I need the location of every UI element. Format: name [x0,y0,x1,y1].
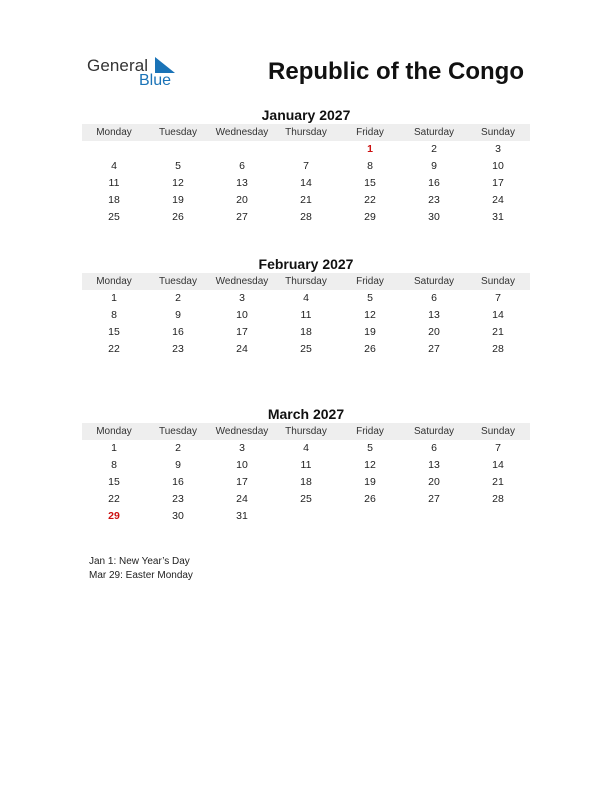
day-cell: 30 [172,510,184,522]
day-cell: 2 [431,143,437,155]
day-cell: 24 [236,493,248,505]
week-row [82,290,530,307]
day-cell: 7 [303,160,309,172]
day-cell: 9 [175,459,181,471]
day-cell: 31 [236,510,248,522]
day-cell: 13 [236,177,248,189]
weekday-label: Wednesday [215,276,269,287]
day-cell: 12 [172,177,184,189]
empty-day-cell [402,508,466,525]
week-row [82,508,530,525]
day-cell: 20 [428,326,440,338]
day-cell: 10 [236,309,248,321]
empty-day-cell [274,508,338,525]
day-cell: 17 [492,177,504,189]
weekday-label: Friday [356,426,384,437]
day-cell: 21 [492,326,504,338]
empty-day-cell [338,508,402,525]
holiday-note: Jan 1: New Year’s Day [89,556,190,567]
weekday-label: Friday [356,276,384,287]
weeks-grid [82,440,530,525]
empty-day-cell [274,141,338,158]
month-title: March 2027 [267,406,345,422]
month-march [82,406,530,525]
day-cell: 14 [492,309,504,321]
logo-triangle-icon [155,57,175,73]
day-cell: 2 [175,292,181,304]
day-cell: 14 [492,459,504,471]
day-cell: 20 [428,476,440,488]
month-title: January 2027 [261,107,351,123]
week-row [82,457,530,474]
weekday-header [82,423,530,440]
holiday-notes [89,555,193,583]
weekday-label: Monday [96,276,132,287]
day-cell: 9 [431,160,437,172]
day-cell: 25 [300,493,312,505]
day-cell: 28 [492,493,504,505]
weekday-header [82,124,530,141]
day-cell: 3 [239,442,245,454]
weekday-label: Wednesday [215,426,269,437]
weekday-label: Sunday [481,276,515,287]
day-cell: 23 [172,343,184,355]
day-cell: 25 [300,343,312,355]
weekday-label: Friday [356,127,384,138]
day-cell: 16 [172,326,184,338]
day-cell: 24 [492,194,504,206]
day-cell: 19 [364,476,376,488]
day-cell: 5 [175,160,181,172]
weekday-label: Sunday [481,426,515,437]
week-row [82,175,530,192]
page-title: Republic of the Congo [268,58,524,85]
day-cell: 16 [428,177,440,189]
weeks-grid [82,290,530,358]
weekday-label: Tuesday [159,276,197,287]
weekday-label: Thursday [285,127,327,138]
week-row [82,474,530,491]
week-row [82,192,530,209]
weekday-label: Sunday [481,127,515,138]
weekday-header [82,273,530,290]
day-cell: 3 [495,143,501,155]
day-cell: 29 [364,211,376,223]
day-cell: 4 [303,292,309,304]
day-cell: 21 [300,194,312,206]
empty-day-cell [210,141,274,158]
day-cell: 4 [303,442,309,454]
day-cell: 26 [172,211,184,223]
day-cell: 11 [300,459,312,471]
day-cell: 27 [428,493,440,505]
weekday-label: Monday [96,127,132,138]
day-cell: 17 [236,326,248,338]
day-cell: 2 [175,442,181,454]
day-cell: 16 [172,476,184,488]
day-cell: 13 [428,309,440,321]
logo-text-blue: Blue [139,72,172,89]
day-cell: 14 [300,177,312,189]
holiday-day-cell: 1 [367,143,373,155]
day-cell: 6 [431,292,437,304]
day-cell: 28 [300,211,312,223]
weeks-grid [82,141,530,226]
weekday-label: Saturday [413,276,455,287]
day-cell: 30 [428,211,440,223]
empty-day-cell [466,508,530,525]
weekday-label: Thursday [285,426,327,437]
day-cell: 24 [236,343,248,355]
day-cell: 12 [364,309,376,321]
day-cell: 28 [492,343,504,355]
day-cell: 19 [364,326,376,338]
day-cell: 6 [431,442,437,454]
month-january [82,107,530,226]
day-cell: 26 [364,343,376,355]
day-cell: 22 [108,343,120,355]
day-cell: 10 [492,160,504,172]
day-cell: 10 [236,459,248,471]
week-row [82,141,530,158]
empty-day-cell [82,141,146,158]
day-cell: 8 [111,459,117,471]
day-cell: 25 [108,211,120,223]
day-cell: 4 [111,160,117,172]
logo-text-general: General [87,56,149,75]
empty-day-cell [146,141,210,158]
weekday-label: Tuesday [159,426,197,437]
weekday-label: Saturday [413,426,455,437]
day-cell: 18 [300,326,312,338]
day-cell: 9 [175,309,181,321]
day-cell: 31 [492,211,504,223]
month-title: February 2027 [258,256,354,272]
month-february [82,256,530,358]
day-cell: 17 [236,476,248,488]
week-row [82,341,530,358]
day-cell: 15 [108,326,120,338]
week-row [82,440,530,457]
day-cell: 19 [172,194,184,206]
day-cell: 22 [108,493,120,505]
day-cell: 7 [495,442,501,454]
day-cell: 6 [239,160,245,172]
day-cell: 18 [300,476,312,488]
day-cell: 20 [236,194,248,206]
day-cell: 11 [300,309,312,321]
week-row [82,491,530,508]
day-cell: 5 [367,442,373,454]
day-cell: 22 [364,194,376,206]
weekday-label: Monday [96,426,132,437]
generalblue-logo [87,56,187,92]
day-cell: 5 [367,292,373,304]
day-cell: 18 [108,194,120,206]
day-cell: 8 [367,160,373,172]
day-cell: 26 [364,493,376,505]
day-cell: 7 [495,292,501,304]
day-cell: 21 [492,476,504,488]
day-cell: 15 [364,177,376,189]
holiday-day-cell: 29 [108,510,120,522]
day-cell: 1 [111,442,117,454]
day-cell: 23 [172,493,184,505]
holiday-note: Mar 29: Easter Monday [89,570,193,581]
week-row [82,209,530,226]
day-cell: 8 [111,309,117,321]
week-row [82,307,530,324]
day-cell: 13 [428,459,440,471]
weekday-label: Wednesday [215,127,269,138]
week-row [82,324,530,341]
day-cell: 27 [236,211,248,223]
week-row [82,158,530,175]
weekday-label: Saturday [413,127,455,138]
day-cell: 11 [108,177,120,189]
day-cell: 12 [364,459,376,471]
day-cell: 1 [111,292,117,304]
day-cell: 3 [239,292,245,304]
day-cell: 27 [428,343,440,355]
day-cell: 15 [108,476,120,488]
weekday-label: Thursday [285,276,327,287]
weekday-label: Tuesday [159,127,197,138]
day-cell: 23 [428,194,440,206]
